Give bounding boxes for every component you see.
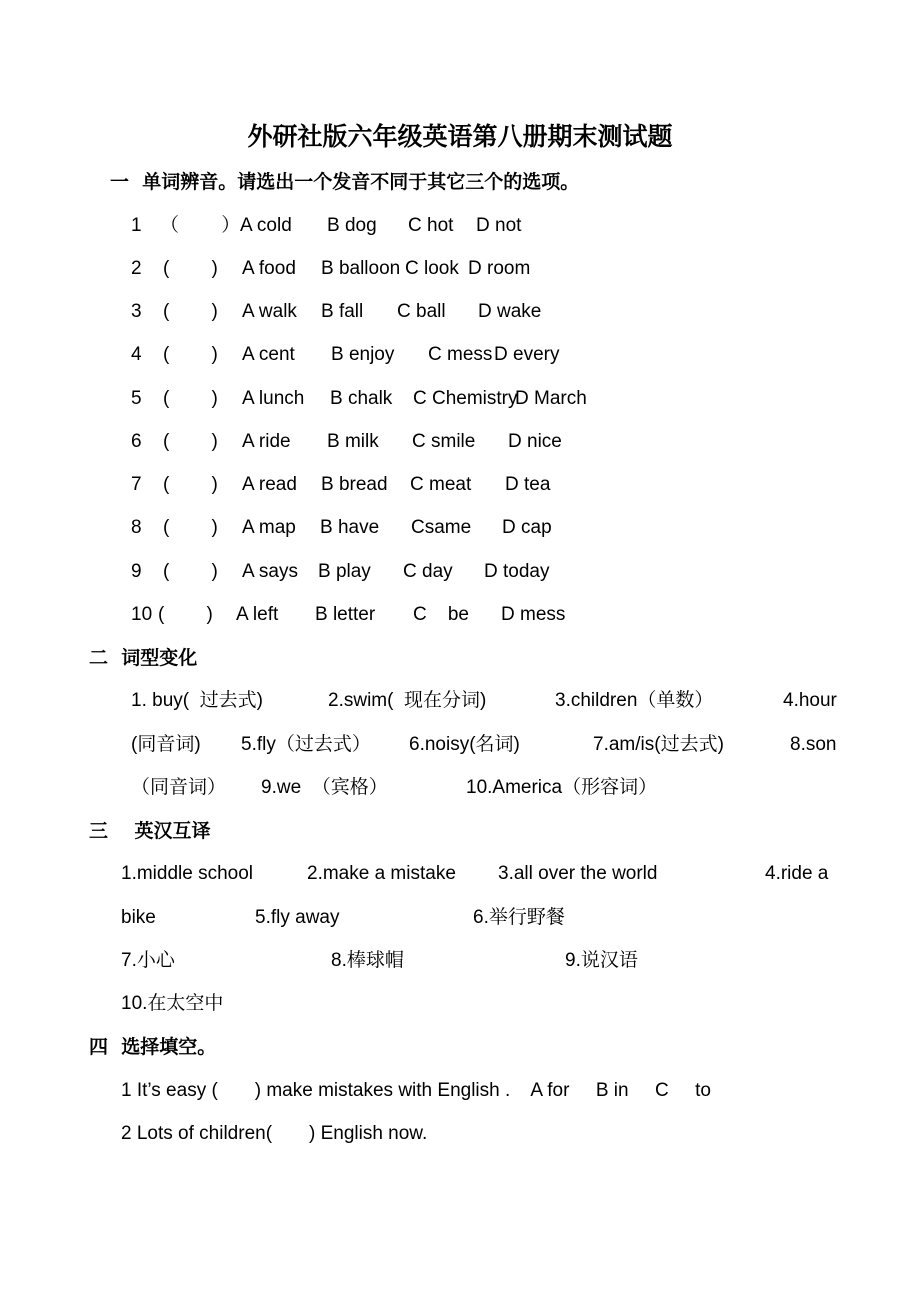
s1-q2-option-b: B balloon [321,258,401,279]
s3-item-10: 10.在太空中 [121,993,224,1014]
s1-q2-option-a: A food [242,258,296,279]
s1-q6-option-d: D nice [508,431,562,452]
s2-item-9: 9.we （宾格） [261,777,388,798]
section1-heading: 一 单词辨音。请选出一个发音不同于其它三个的选项。 [110,171,580,193]
s3-item-4: 4.ride a [765,863,829,884]
s1-q5-option-c: C Chemistry [413,388,518,409]
s2-item-6: 6.noisy(名词) [409,734,520,755]
s1-q8-option-d: D cap [502,517,552,538]
s1-q1-option-b: B dog [327,215,377,236]
s1-q8-option-a: A map [242,517,296,538]
s1-q1-option-d: D not [476,215,522,236]
s1-q5-num: 5 [131,388,142,409]
s1-q3-num: 3 [131,301,142,322]
s1-q3-option-b: B fall [321,301,364,322]
s1-q4-option-b: B enjoy [331,344,395,365]
s2-item-4: 4.hour [783,690,837,711]
s1-q4-option-a: A cent [242,344,295,365]
s2-item-4-cont: (同音词) [131,734,201,755]
s1-q5-option-a: A lunch [242,388,305,409]
s1-q1-option-a: A cold [240,215,292,236]
s1-q7-option-c: C meat [410,474,472,495]
s1-q5-blank: ( ) [163,388,218,409]
s1-q7-option-a: A read [242,474,297,495]
s1-q10-option-c: C be [413,604,469,625]
s3-item-8: 8.棒球帽 [331,950,404,971]
s1-q4-num: 4 [131,344,142,365]
s3-item-1: 1.middle school [121,863,254,884]
s1-q6-option-c: C smile [412,431,476,452]
section3-heading: 三 英汉互译 [89,820,211,842]
s1-q6-option-b: B milk [327,431,379,452]
s1-q9-option-a: A says [242,561,298,582]
s4-question-2: 2 Lots of children( ) English now. [121,1123,428,1144]
s1-q9-option-c: C day [403,561,453,582]
s1-q4-blank: ( ) [163,344,218,365]
section4-heading: 四 选择填空。 [89,1036,217,1058]
s1-q2-option-c: C look [405,258,459,279]
s1-q10-blank: ( ) [158,604,213,625]
s2-item-8-cont: （同音词） [131,777,227,798]
s1-q3-blank: ( ) [163,301,218,322]
s2-item-10: 10.America（形容词） [466,777,658,798]
s1-q6-num: 6 [131,431,142,452]
s1-q3-option-a: A walk [242,301,297,322]
s2-item-5: 5.fly（过去式） [241,734,371,755]
s1-q10-num: 10 [131,604,153,625]
s1-q9-option-b: B play [318,561,371,582]
s3-item-4-cont: bike [121,907,156,928]
s1-q8-option-c: Csame [411,517,472,538]
s1-q9-option-d: D today [484,561,550,582]
s2-item-7: 7.am/is(过去式) [593,734,724,755]
s1-q7-option-d: D tea [505,474,551,495]
s1-q4-option-c: C mess [428,344,493,365]
s3-item-5: 5.fly away [255,907,340,928]
s3-item-7: 7.小心 [121,950,175,971]
s1-q2-num: 2 [131,258,142,279]
s1-q6-blank: ( ) [163,431,218,452]
s1-q1-option-c: C hot [408,215,454,236]
s1-q8-num: 8 [131,517,142,538]
s1-q8-blank: ( ) [163,517,218,538]
s1-q10-option-a: A left [236,604,279,625]
s1-q3-option-d: D wake [478,301,542,322]
page-title: 外研社版六年级英语第八册期末测试题 [247,122,673,151]
s1-q3-option-c: C ball [397,301,446,322]
s1-q10-option-b: B letter [315,604,376,625]
s1-q1-blank: （ ） [160,215,241,236]
s1-q4-option-d: D every [494,344,560,365]
s2-item-1: 1. buy( 过去式) [131,690,263,711]
s1-q9-num: 9 [131,561,142,582]
s2-item-2: 2.swim( 现在分词) [328,690,487,711]
s2-item-8: 8.son [790,734,837,755]
s1-q7-num: 7 [131,474,142,495]
s3-item-9: 9.说汉语 [565,950,638,971]
s1-q8-option-b: B have [320,517,380,538]
s2-item-3: 3.children（单数） [555,690,714,711]
s1-q7-option-b: B bread [321,474,388,495]
s3-item-3: 3.all over the world [498,863,658,884]
s1-q10-option-d: D mess [501,604,566,625]
s1-q7-blank: ( ) [163,474,218,495]
s1-q2-blank: ( ) [163,258,218,279]
s1-q5-option-d: D March [515,388,587,409]
section2-heading: 二 词型变化 [89,647,198,669]
s1-q2-option-d: D room [468,258,531,279]
s1-q9-blank: ( ) [163,561,218,582]
s1-q6-option-a: A ride [242,431,291,452]
s3-item-6: 6.举行野餐 [473,907,565,928]
s3-item-2: 2.make a mistake [307,863,456,884]
s4-question-1: 1 It’s easy ( ) make mistakes with English . A for B in C to [121,1080,711,1101]
s1-q5-option-b: B chalk [330,388,393,409]
s1-q1-num: 1 [131,215,142,236]
